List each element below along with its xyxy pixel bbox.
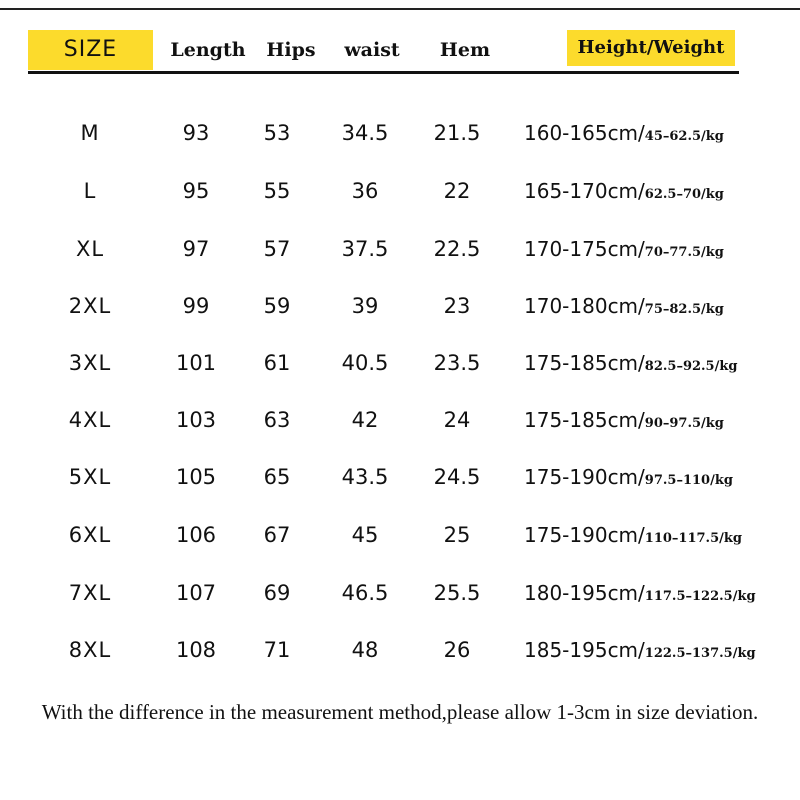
table-row — [0, 113, 800, 153]
hips-cell: 71 — [263, 638, 291, 662]
header-rule — [28, 71, 739, 74]
waist-cell: 40.5 — [341, 351, 389, 375]
size-cell: 5XL — [68, 465, 112, 489]
hips-cell: 67 — [263, 523, 291, 547]
size-cell: 4XL — [68, 408, 112, 432]
hem-cell: 26 — [443, 638, 471, 662]
waist-cell: 46.5 — [341, 581, 389, 605]
length-cell: 106 — [175, 523, 217, 547]
hem-cell: 22 — [443, 179, 471, 203]
waist-cell: 34.5 — [341, 121, 389, 145]
hem-cell: 21.5 — [433, 121, 481, 145]
height-weight-cell — [524, 630, 800, 670]
hem-cell: 24 — [443, 408, 471, 432]
weight-range: 97.5–110/kg — [644, 473, 733, 488]
hem-cell: 23 — [443, 294, 471, 318]
height-range: 180-195cm/ — [524, 581, 645, 605]
hips-cell: 65 — [263, 465, 291, 489]
height-weight-cell — [524, 286, 800, 326]
table-row — [0, 343, 800, 383]
waist-cell: 48 — [351, 638, 379, 662]
size-cell: XL — [75, 237, 105, 261]
header-hips: Hips — [266, 39, 316, 61]
waist-cell: 36 — [351, 179, 379, 203]
length-cell: 103 — [175, 408, 217, 432]
table-row — [0, 286, 800, 326]
hips-cell: 59 — [263, 294, 291, 318]
header-hem: Hem — [439, 39, 491, 61]
measurement-note: With the difference in the measurement method,please allow 1-3cm in size deviation. — [41, 700, 759, 724]
weight-range: 62.5–70/kg — [644, 187, 724, 202]
length-cell: 93 — [182, 121, 210, 145]
table-row — [0, 457, 800, 497]
table-row — [0, 171, 800, 211]
height-range: 170-180cm/ — [524, 294, 645, 318]
height-range: 175-190cm/ — [524, 465, 645, 489]
weight-range: 75–82.5/kg — [644, 302, 724, 317]
size-cell: M — [80, 121, 100, 145]
hem-cell: 25 — [443, 523, 471, 547]
height-range: 170-175cm/ — [524, 237, 645, 261]
table-row — [0, 573, 800, 613]
header-height-weight: Height/Weight — [567, 30, 735, 66]
hem-cell: 25.5 — [433, 581, 481, 605]
height-weight-cell — [524, 515, 800, 555]
height-weight-cell — [524, 343, 800, 383]
weight-range: 110–117.5/kg — [644, 531, 742, 546]
hips-cell: 69 — [263, 581, 291, 605]
waist-cell: 39 — [351, 294, 379, 318]
height-weight-cell — [524, 573, 800, 613]
size-cell: 7XL — [68, 581, 112, 605]
waist-cell: 37.5 — [341, 237, 389, 261]
hips-cell: 53 — [263, 121, 291, 145]
length-cell: 108 — [175, 638, 217, 662]
weight-range: 117.5–122.5/kg — [644, 589, 756, 604]
size-cell: 2XL — [68, 294, 112, 318]
height-range: 160-165cm/ — [524, 121, 645, 145]
header-waist: waist — [344, 39, 400, 61]
height-weight-cell — [524, 113, 800, 153]
waist-cell: 43.5 — [341, 465, 389, 489]
length-cell: 99 — [182, 294, 210, 318]
size-cell: 6XL — [68, 523, 112, 547]
table-row — [0, 229, 800, 269]
header-size: SIZE — [28, 30, 153, 70]
weight-range: 82.5–92.5/kg — [644, 359, 738, 374]
hips-cell: 61 — [263, 351, 291, 375]
weight-range: 90–97.5/kg — [644, 416, 724, 431]
table-row — [0, 400, 800, 440]
height-range: 165-170cm/ — [524, 179, 645, 203]
height-range: 175-185cm/ — [524, 351, 645, 375]
height-weight-cell — [524, 229, 800, 269]
waist-cell: 45 — [351, 523, 379, 547]
height-range: 185-195cm/ — [524, 638, 645, 662]
height-weight-cell — [524, 457, 800, 497]
weight-range: 45–62.5/kg — [644, 129, 724, 144]
top-rule — [0, 8, 800, 10]
hips-cell: 55 — [263, 179, 291, 203]
weight-range: 122.5–137.5/kg — [644, 646, 756, 661]
length-cell: 105 — [175, 465, 217, 489]
size-cell: L — [83, 179, 97, 203]
height-range: 175-190cm/ — [524, 523, 645, 547]
length-cell: 97 — [182, 237, 210, 261]
height-range: 175-185cm/ — [524, 408, 645, 432]
waist-cell: 42 — [351, 408, 379, 432]
hips-cell: 63 — [263, 408, 291, 432]
weight-range: 70–77.5/kg — [644, 245, 724, 260]
length-cell: 107 — [175, 581, 217, 605]
length-cell: 95 — [182, 179, 210, 203]
hem-cell: 24.5 — [433, 465, 481, 489]
height-weight-cell — [524, 171, 800, 211]
height-weight-cell — [524, 400, 800, 440]
table-row — [0, 630, 800, 670]
hips-cell: 57 — [263, 237, 291, 261]
hem-cell: 23.5 — [433, 351, 481, 375]
header-length: Length — [170, 39, 246, 61]
size-cell: 3XL — [68, 351, 112, 375]
length-cell: 101 — [175, 351, 217, 375]
hem-cell: 22.5 — [433, 237, 481, 261]
size-cell: 8XL — [68, 638, 112, 662]
table-row — [0, 515, 800, 555]
